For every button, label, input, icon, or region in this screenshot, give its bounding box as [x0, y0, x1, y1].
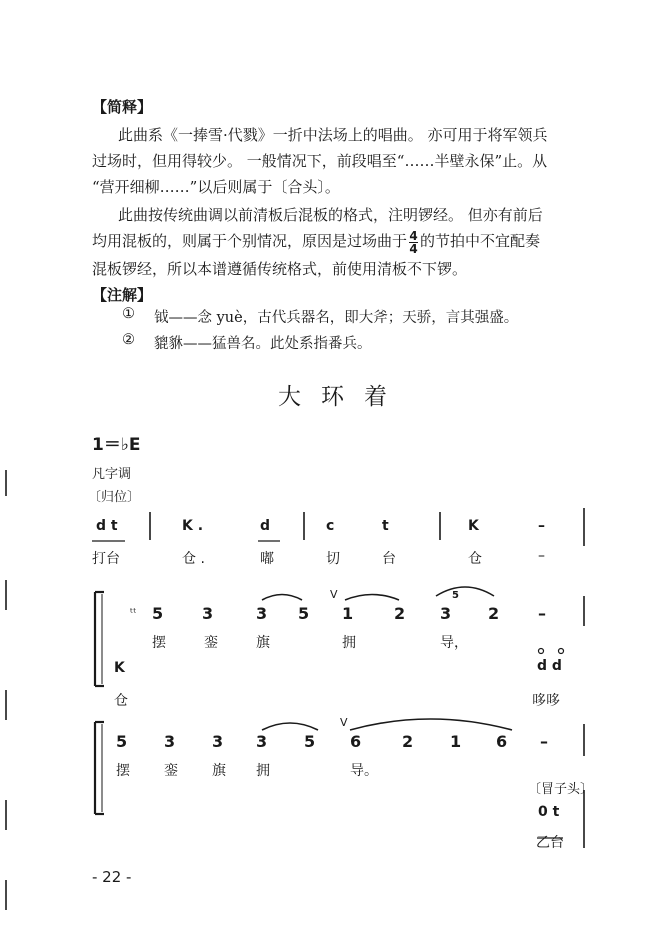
gong-syllable: 仓: [468, 551, 482, 567]
jianshi-p2-line2-a: 均用混板的，则属于个别情况，原因是过场曲于: [92, 232, 408, 250]
gong-sym: K: [468, 518, 479, 534]
note1-mark: ①: [122, 306, 135, 322]
note: 3: [256, 604, 268, 623]
lyric: 旗: [212, 763, 226, 779]
gong-sym: K .: [182, 518, 204, 534]
note2-mark: ②: [122, 332, 135, 348]
dot-mark: [559, 649, 564, 654]
note: 3: [440, 604, 452, 623]
gong-syllable: –: [538, 548, 545, 564]
jianshi-p2-line2-b: 的节拍中不宜配奏: [420, 232, 541, 250]
jianshi-header: 【简释】: [92, 98, 153, 116]
note: 6: [496, 732, 508, 751]
gong-syllable: 哆哆: [532, 693, 560, 709]
lyric: 銮: [164, 763, 178, 779]
breath-mark: V: [330, 588, 338, 601]
note: 6: [350, 732, 362, 751]
lyric: 导。: [350, 763, 378, 779]
note: –: [540, 732, 548, 751]
time-signature-den: 4: [409, 241, 418, 256]
gong-sym: c: [326, 518, 335, 534]
song-mode: 凡字调: [92, 467, 132, 482]
lyric: 銮: [204, 635, 218, 651]
lyric: 导，: [440, 635, 468, 651]
grace-note: 5: [452, 590, 459, 601]
lyric: 旗: [256, 635, 270, 651]
ornament-mark: ᵗᵗ: [130, 606, 137, 619]
lyric: 拥: [256, 763, 270, 779]
gong-sym: t: [382, 518, 389, 534]
note: 1: [342, 604, 354, 623]
slur: [262, 723, 318, 730]
note1-text: 钺——念 yuè，古代兵器名，即大斧；天骄，言其强盛。: [154, 310, 519, 326]
gong-syllable: 打台: [92, 551, 120, 567]
jianshi-p1-line3: “营开细柳……”以后则属于〔合头〕。: [92, 178, 340, 196]
gong-sym: d t: [96, 518, 118, 534]
gong-syllable: 台: [382, 551, 396, 567]
gong-sym: 0 t: [538, 804, 560, 820]
song-key: 1＝♭E: [92, 435, 141, 455]
slur: [345, 595, 399, 601]
song-title: 大环着: [278, 384, 407, 410]
note: 5: [116, 732, 128, 751]
note: 2: [394, 604, 406, 623]
jianshi-p1-line2: 过场时，但用得较少。 一般情况下，前段唱至“……半壁永保”止。从: [92, 152, 548, 170]
lyric: 摆: [152, 635, 166, 651]
note: 5: [152, 604, 164, 623]
note: 3: [256, 732, 268, 751]
breath-mark: V: [340, 716, 348, 729]
slur: [350, 719, 512, 730]
gong-sym: K: [114, 660, 125, 676]
lyric: 摆: [116, 763, 130, 779]
note: 3: [164, 732, 176, 751]
note: 5: [298, 604, 310, 623]
gong-syllable: 嘟: [260, 551, 274, 567]
time-signature-num: 4: [409, 228, 418, 243]
gong-sym: d: [260, 518, 271, 534]
gong-syllable: 乙台: [536, 835, 564, 851]
jianshi-p2-line3: 混板锣经，所以本谱遵循传统格式，前使用清板不下锣。: [92, 260, 468, 278]
jianshi-p2-line1: 此曲按传统曲调以前清板后混板的格式，注明锣经。 但亦有前后: [118, 206, 543, 224]
dot-mark: [539, 649, 544, 654]
note: 1: [450, 732, 462, 751]
zhujie-header: 【注解】: [92, 286, 153, 304]
gong-syllable: 仓 .: [182, 551, 205, 567]
song-position: 〔归位〕: [88, 490, 141, 505]
slur: [262, 595, 302, 601]
note2-text: 貔貅——猛兽名。此处系指番兵。: [154, 336, 372, 352]
lyric: 拥: [342, 635, 356, 651]
note: 5: [304, 732, 316, 751]
gong-syllable: 仓: [114, 693, 128, 709]
cue-label: 〔冒子头〕: [528, 782, 594, 797]
jianshi-p1-line1: 此曲系《一捧雪·代戮》一折中法场上的唱曲。 亦可用于将军领兵: [118, 126, 548, 144]
note: –: [538, 604, 546, 623]
note: 3: [212, 732, 224, 751]
gong-sym: d d: [537, 658, 562, 674]
slur: [436, 587, 494, 596]
gong-sym: –: [538, 518, 545, 534]
note: 2: [402, 732, 414, 751]
note: 3: [202, 604, 214, 623]
page-number: - 22 -: [92, 868, 132, 886]
note: 2: [488, 604, 500, 623]
gong-syllable: 切: [326, 551, 340, 567]
